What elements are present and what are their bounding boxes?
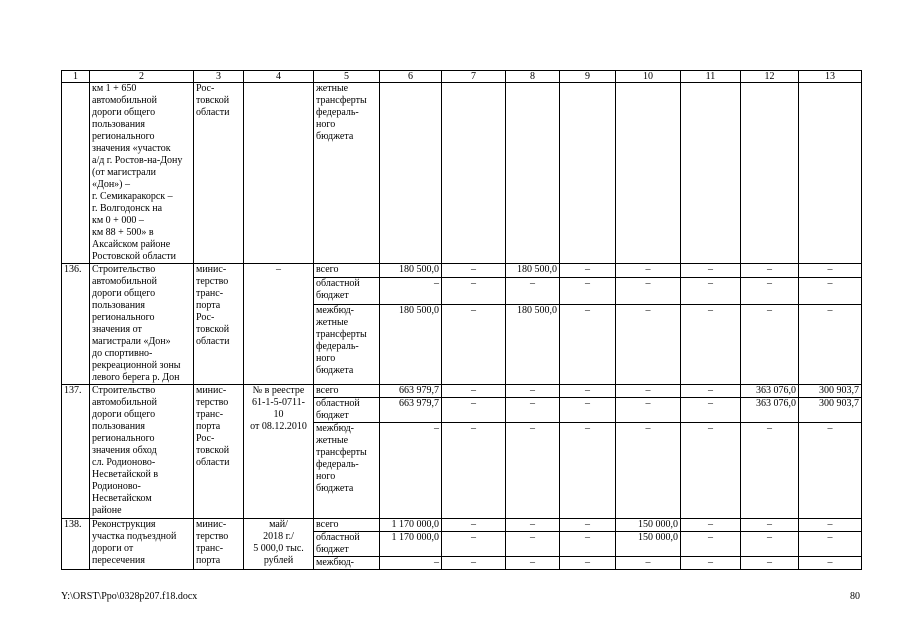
budget-table bbox=[61, 70, 862, 570]
value-cell: – bbox=[560, 557, 616, 570]
value-cell: – bbox=[442, 278, 506, 305]
value-cell: – bbox=[741, 305, 799, 385]
value-cell: – bbox=[681, 423, 741, 519]
row-number-cell bbox=[62, 83, 90, 264]
value-cell: – bbox=[681, 519, 741, 532]
header-row bbox=[62, 71, 862, 83]
value-cell: – bbox=[560, 305, 616, 385]
value-cell: – bbox=[681, 557, 741, 570]
value-cell: – bbox=[681, 385, 741, 398]
col-header: 7 bbox=[442, 71, 506, 83]
object-name-cell: Строительство автомобильной дороги общего пользования регионального значения от магистрали «Дон» до спортивно- рекреационной зоны левого берега р. Дон bbox=[90, 264, 194, 385]
col-header: 4 bbox=[244, 71, 314, 83]
value-cell: 180 500,0 bbox=[380, 264, 442, 278]
value-cell: 180 500,0 bbox=[506, 305, 560, 385]
value-cell: 363 076,0 bbox=[741, 398, 799, 423]
value-cell: – bbox=[741, 532, 799, 557]
funding-source-cell: жетные трансферты федераль- ного бюджета bbox=[314, 83, 380, 264]
row-number-cell: 138. bbox=[62, 519, 90, 570]
value-cell: – bbox=[506, 278, 560, 305]
col-header: 2 bbox=[90, 71, 194, 83]
value-cell: – bbox=[560, 278, 616, 305]
value-cell: – bbox=[741, 557, 799, 570]
funding-source-cell: всего bbox=[314, 519, 380, 532]
table-body bbox=[62, 71, 862, 570]
value-cell: – bbox=[799, 532, 862, 557]
value-cell: – bbox=[506, 385, 560, 398]
value-cell bbox=[681, 83, 741, 264]
value-cell: – bbox=[560, 532, 616, 557]
value-cell bbox=[616, 83, 681, 264]
page-number: 80 bbox=[850, 591, 860, 602]
funding-source-cell: межбюд- жетные трансферты федераль- ного бюджета bbox=[314, 305, 380, 385]
col-header: 12 bbox=[741, 71, 799, 83]
registry-cell: май/ 2018 г./ 5 000,0 тыс. рублей bbox=[244, 519, 314, 570]
registry-cell bbox=[244, 83, 314, 264]
value-cell: – bbox=[442, 305, 506, 385]
registry-cell: – bbox=[244, 264, 314, 385]
col-header: 1 bbox=[62, 71, 90, 83]
object-name-cell: км 1 + 650 автомобильной дороги общего пользования регионального значения «участок а/д г. Ростов-на-Дону (от магистрали «Дон») – г. Семикаракорск – г. Волгодонск на км 0 + 000 – км 88 + 500» в Аксайском районе Ростовской области bbox=[90, 83, 194, 264]
footer-file-path: Y:\ORST\Ppo\0328p207.f18.docx bbox=[61, 591, 198, 602]
value-cell: – bbox=[506, 423, 560, 519]
value-cell: – bbox=[442, 557, 506, 570]
value-cell: – bbox=[380, 423, 442, 519]
value-cell: – bbox=[442, 532, 506, 557]
customer-cell: Рос- товской области bbox=[194, 83, 244, 264]
col-header: 3 bbox=[194, 71, 244, 83]
value-cell: 150 000,0 bbox=[616, 532, 681, 557]
funding-source-cell: всего bbox=[314, 385, 380, 398]
value-cell: – bbox=[506, 532, 560, 557]
value-cell: 1 170 000,0 bbox=[380, 532, 442, 557]
customer-cell: минис- терство транс- порта Рос- товской области bbox=[194, 264, 244, 385]
value-cell: – bbox=[741, 423, 799, 519]
customer-cell: минис- терство транс- порта Рос- товской области bbox=[194, 385, 244, 519]
row-number-cell: 136. bbox=[62, 264, 90, 385]
value-cell: – bbox=[442, 519, 506, 532]
value-cell: – bbox=[442, 423, 506, 519]
value-cell: – bbox=[506, 398, 560, 423]
value-cell: – bbox=[741, 264, 799, 278]
col-header: 10 bbox=[616, 71, 681, 83]
value-cell: – bbox=[616, 264, 681, 278]
value-cell: – bbox=[560, 398, 616, 423]
registry-cell: № в реестре 61-1-5-0711- 10 от 08.12.2010 bbox=[244, 385, 314, 519]
value-cell: – bbox=[616, 423, 681, 519]
value-cell: – bbox=[681, 278, 741, 305]
value-cell: – bbox=[442, 264, 506, 278]
value-cell: – bbox=[560, 385, 616, 398]
value-cell: – bbox=[442, 398, 506, 423]
value-cell bbox=[560, 83, 616, 264]
table-row bbox=[62, 519, 862, 532]
value-cell: – bbox=[681, 532, 741, 557]
value-cell: – bbox=[442, 385, 506, 398]
col-header: 6 bbox=[380, 71, 442, 83]
value-cell bbox=[442, 83, 506, 264]
value-cell bbox=[741, 83, 799, 264]
value-cell: – bbox=[681, 264, 741, 278]
value-cell: – bbox=[380, 278, 442, 305]
col-header: 11 bbox=[681, 71, 741, 83]
value-cell: 663 979,7 bbox=[380, 398, 442, 423]
value-cell bbox=[506, 83, 560, 264]
value-cell: – bbox=[799, 423, 862, 519]
value-cell: 300 903,7 bbox=[799, 385, 862, 398]
value-cell: – bbox=[616, 385, 681, 398]
value-cell: – bbox=[681, 398, 741, 423]
col-header: 5 bbox=[314, 71, 380, 83]
customer-cell: минис- терство транс- порта bbox=[194, 519, 244, 570]
value-cell: 1 170 000,0 bbox=[380, 519, 442, 532]
value-cell: 180 500,0 bbox=[380, 305, 442, 385]
funding-source-cell: областной бюджет bbox=[314, 398, 380, 423]
value-cell: – bbox=[616, 278, 681, 305]
table-row bbox=[62, 264, 862, 278]
col-header: 13 bbox=[799, 71, 862, 83]
value-cell: 663 979,7 bbox=[380, 385, 442, 398]
value-cell: 300 903,7 bbox=[799, 398, 862, 423]
value-cell bbox=[799, 83, 862, 264]
value-cell: – bbox=[741, 278, 799, 305]
value-cell: – bbox=[616, 305, 681, 385]
value-cell: – bbox=[616, 557, 681, 570]
funding-source-cell: межбюд- bbox=[314, 557, 380, 570]
value-cell: – bbox=[560, 423, 616, 519]
object-name-cell: Реконструкция участка подъездной дороги от пересечения bbox=[90, 519, 194, 570]
continuation-row bbox=[62, 83, 862, 264]
col-header: 8 bbox=[506, 71, 560, 83]
col-header: 9 bbox=[560, 71, 616, 83]
value-cell: 150 000,0 bbox=[616, 519, 681, 532]
row-number-cell: 137. bbox=[62, 385, 90, 519]
value-cell: 363 076,0 bbox=[741, 385, 799, 398]
value-cell: – bbox=[380, 557, 442, 570]
funding-source-cell: областной бюджет bbox=[314, 532, 380, 557]
value-cell: 180 500,0 bbox=[506, 264, 560, 278]
value-cell bbox=[380, 83, 442, 264]
funding-source-cell: межбюд- жетные трансферты федераль- ного бюджета bbox=[314, 423, 380, 519]
value-cell: – bbox=[799, 519, 862, 532]
table-row bbox=[62, 385, 862, 398]
value-cell: – bbox=[560, 519, 616, 532]
value-cell: – bbox=[560, 264, 616, 278]
value-cell: – bbox=[741, 519, 799, 532]
funding-source-cell: всего bbox=[314, 264, 380, 278]
value-cell: – bbox=[799, 278, 862, 305]
value-cell: – bbox=[506, 519, 560, 532]
value-cell: – bbox=[681, 305, 741, 385]
value-cell: – bbox=[799, 305, 862, 385]
object-name-cell: Строительство автомобильной дороги общего пользования регионального значения обход сл. Родионово- Несветайской в Родионово- Несветайском районе bbox=[90, 385, 194, 519]
value-cell: – bbox=[799, 557, 862, 570]
funding-source-cell: областной бюджет bbox=[314, 278, 380, 305]
value-cell: – bbox=[616, 398, 681, 423]
value-cell: – bbox=[799, 264, 862, 278]
value-cell: – bbox=[506, 557, 560, 570]
